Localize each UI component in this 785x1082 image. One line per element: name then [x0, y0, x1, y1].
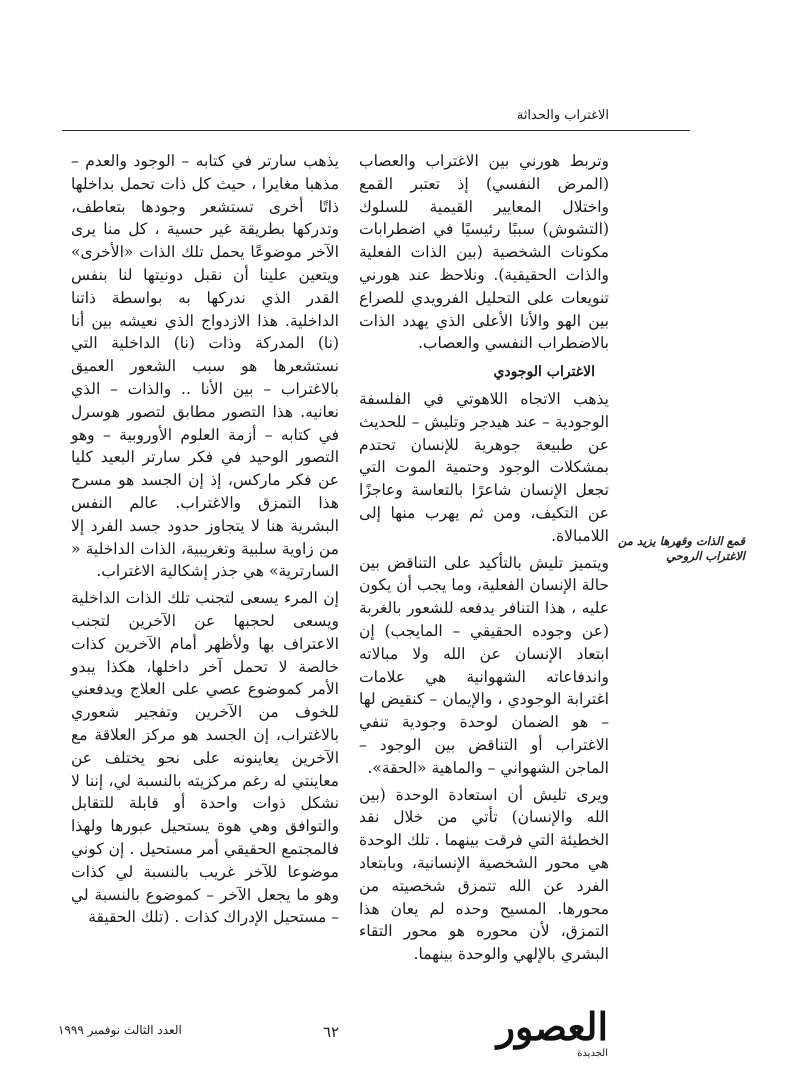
article-paragraph: يذهب سارتر في كتابه – الوجود والعدم – مذهبا مغايرا ، حيث كل ذات تحمل بداخلها ذاتًا أخرى تستشعر وجودها بتعاطف، وتدركها بطريقة غير حسية ، كل منا يرى الآخر موضوعًا يحمل تلك الذات «الأخرى» ويتعين علينا أن نقبل دونيتها لنا بنفس القدر الذي ندركها به بواسطة ذاتنا الداخلية. هذا الازدواج الذي نعيشه بين أنا (نا) المدركة وذات (نا) الداخلية التي نستشعرها هو سبب الشعور العميق بالاغتراب – بين الأنا .. والذات – الذي نعانيه. هذا التصور مطابق لتصور هوسرل في كتابه – أزمة العلوم الأوروبية – وهو التصور الوحيد في فكر سارتر البعيد كليا عن فكر ماركس، إذ إن الجسد هو مسرح هذا التمزق والاغتراب. عالم النفس البشرية هنا لا يتجاوز حدود جسد الفرد إلا من زاوية سلبية وتغريبية، الذات الداخلية « السارترية» هي جذر إشكالية الاغتراب. — [71, 152, 339, 581]
article-paragraph: ويرى تليش أن استعادة الوحدة (بين الله والإنسان) تأتي من خلال نقد الخطيئة التي فرقت بينهما . تلك الوحدة هي محور الشخصية الإنسانية، وبابتعاد الفرد عن الله تتمزق شخصيته من محورها. المسيح وحده لم يعان هذا التمزق، لأن محوره هو محور التقاء البشري بالإلهي والوحدة بينهما. — [359, 785, 609, 964]
article-paragraph: إن المرء يسعى لتجنب تلك الذات الداخلية ويسعى لحجبها عن الآخرين لتجنب الاعتراف بها ولأظهر أمام الآخرين كذات خالصة لا تحمل آخر داخلها، هكذا يبدو الأمر كموضوع عصي على العلاج ويدفعني للخوف من الآخرين وتفجير شعوري بالاغتراب، إن الجسد هو مركز العلاقة مع الآخرين يعاينونه على نحو يختلف عن معاينتي له رغم مركزيته بالنسبة لي، إننا لا نشكل ذوات واحدة أو قابلة للتقابل والتوافق وهي هوة يستحيل عبورها ولهذا فالمجتمع الحقيقي أمر مستحيل . إن كوني موضوعا للآخر غريب بالنسبة لي كذات وهو ما يجعل الآخر – كموضوع بالنسبة لي – مستحيل الإدراك كذات . (تلك الحقيقة — [71, 589, 339, 927]
logo-sub-text: الجديدة — [577, 1048, 608, 1059]
article-column-left — [71, 150, 339, 933]
running-header-title: الاغتراب والحداثة — [516, 108, 609, 123]
article-paragraph: ويتميز تليش بالتأكيد على التناقض بين حالة الإنسان الفعلية، وما يجب أن يكون عليه ، هذا التنافر يدفعه للشعور بالغربة (عن وجوده الحقيقي – المايجب) إن ابتعاد الإنسان عن الله ولا مبالاته واندفاعاته الشهوانية هي علامات اغترابة الوجودي ، والإيمان – كنقيض لها – هو الضمان لوحدة وجودية تنفي الاغتراب أو التناقض بين الوجود – الماجن الشهواني – والماهية «الحقة». — [359, 553, 609, 777]
magazine-logo — [496, 1004, 608, 1062]
pull-quote: قمع الذات وقهرها يزيد من الاغتراب الروحي — [618, 534, 745, 563]
section-heading: الاغتراب الوجودي — [493, 364, 595, 381]
logo-main-text: العصور — [496, 1004, 608, 1049]
article-paragraph: يذهب الاتجاه اللاهوتي في الفلسفة الوجودية – عند هيدجر وتليش – للحديث عن طبيعة جوهرية للإنسان تحتدم بمشكلات الوجود وحتمية الموت التي تجعل الإنسان شاعرًا بالتعاسة وعاجزًا عن التكيف، ومن ثم يهرب منها إلى اللامبالاة. — [359, 389, 609, 545]
page-number: ٦٢ — [323, 1023, 340, 1041]
article-column-right — [359, 150, 609, 970]
header-divider — [62, 130, 690, 131]
issue-info: العدد الثالث نوفمبر ١٩٩٩ — [58, 1023, 182, 1037]
article-paragraph: وتربط هورني بين الاغتراب والعصاب (المرض النفسي) إذ تعتبر القمع واختلال المعايير القيمية للسلوك (التشوش) سببًا رئيسيًا في اضطرابات مكونات الشخصية (بين الذات الفعلية والذات الحقيقية). ونلاحظ عند هورني تنويعات على التحليل الفرويدي للصراع بين الهو والأنا الأعلى الذي يهدد الذات بالاضطراب النفسي والعصاب. — [359, 152, 609, 353]
